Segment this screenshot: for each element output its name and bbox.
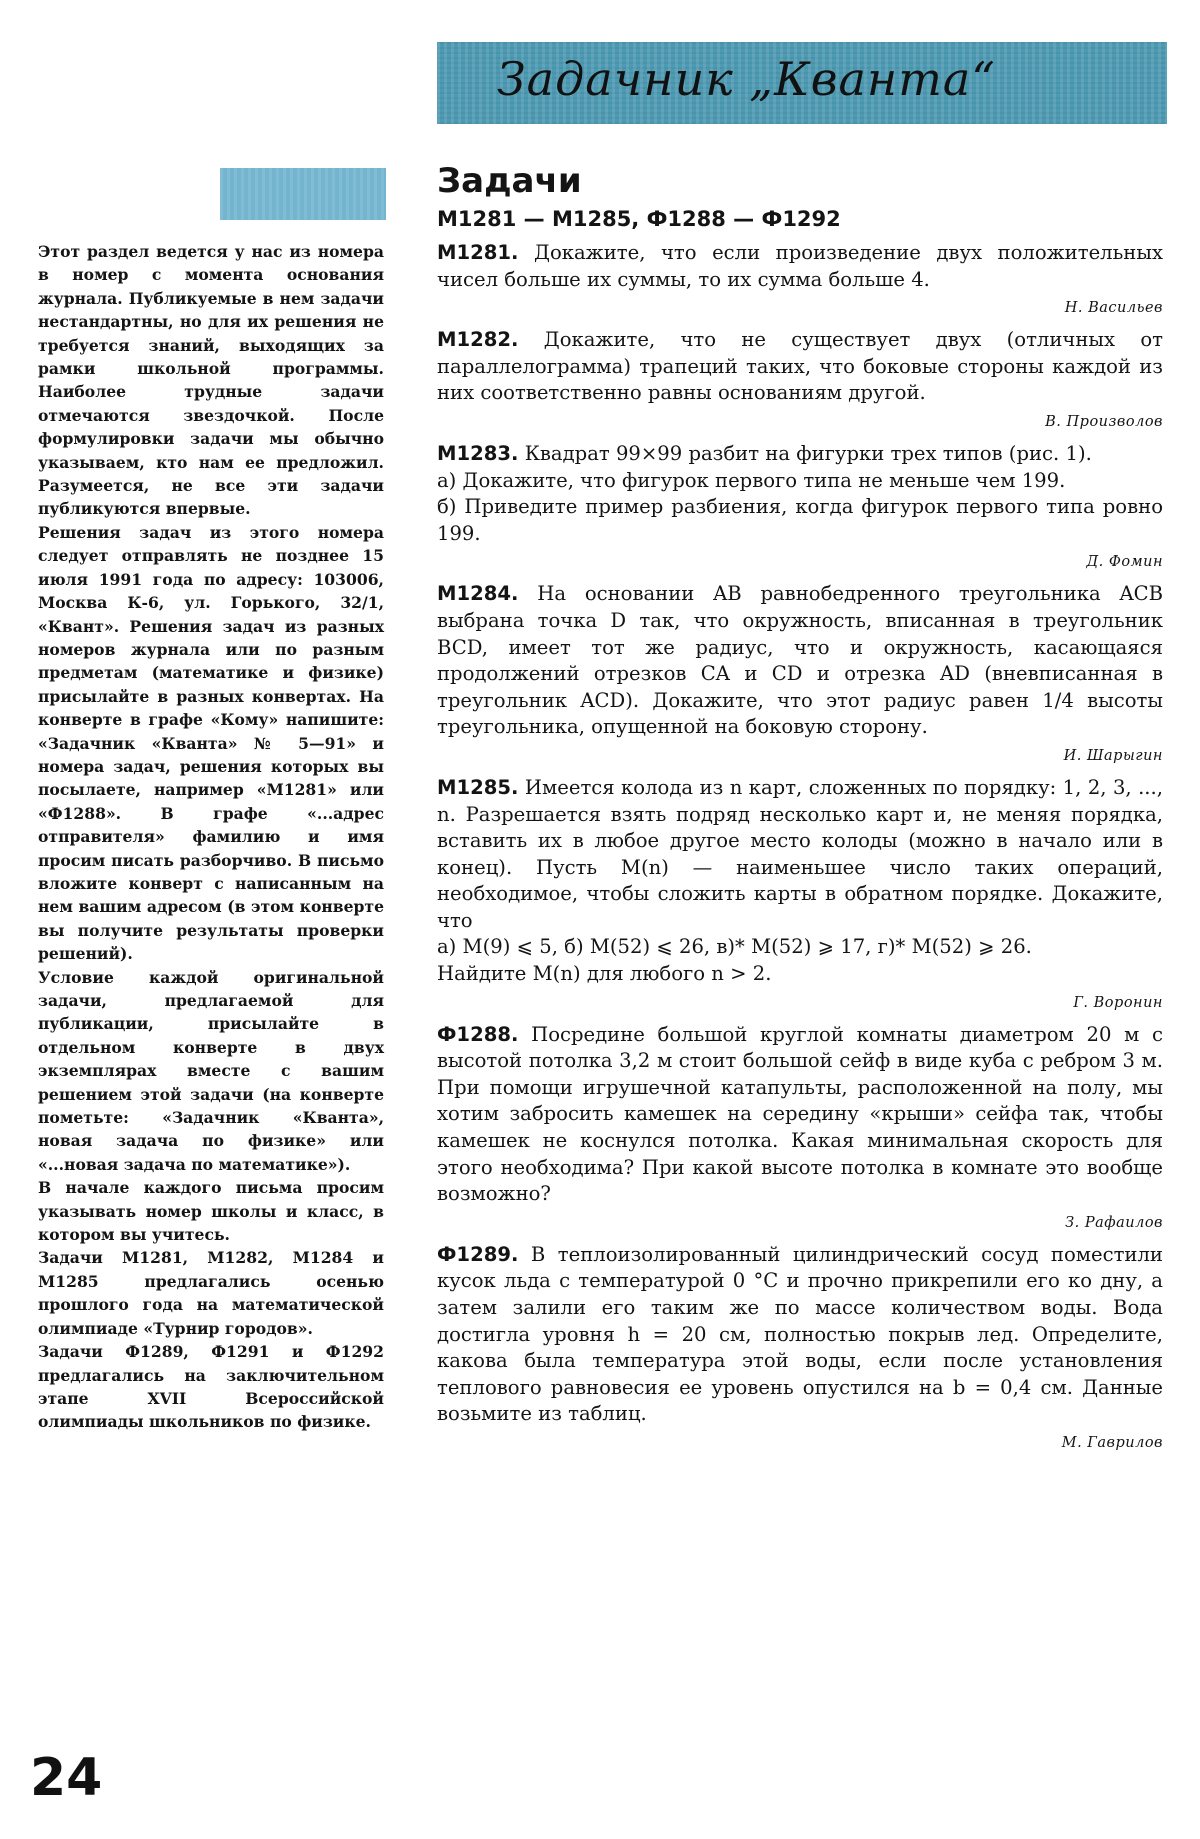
problem-author: И. Шарыгин <box>1063 747 1163 764</box>
sidebar-paragraph: Условие каждой оригинальной задачи, предлагаемой для публикации, присылайте в отдельном конверте в двух экземплярах вместе с вашим решением этой задачи (на конверте пометьте: «Задачник «Кванта», новая задача по физике» или «...новая задача по математике»). <box>38 967 384 1174</box>
problem-m1282 <box>437 327 1163 433</box>
problem-text: Имеется колода из n карт, сложенных по порядку: 1, 2, 3, ..., n. Разрешается взять подряд несколько карт и, не меняя порядка, вставить их в любое другое место колоды (можно в начало или в конец). Пусть M(n) — наименьшее число таких операций, необходимое, чтобы сложить карты в обратном порядке. Докажите, что <box>437 775 1163 932</box>
problem-part: Найдите M(n) для любого n > 2. <box>437 962 772 986</box>
page-number: 24 <box>30 1748 103 1808</box>
sidebar-color-block <box>220 168 386 220</box>
problems-section <box>437 160 1163 1462</box>
problem-m1283 <box>437 441 1163 573</box>
problem-m1285 <box>437 775 1163 1014</box>
problem-id: Ф1288. <box>437 1022 519 1046</box>
sidebar-paragraph: Задачи Ф1289, Ф1291 и Ф1292 предлагались на заключительном этапе XVII Всероссийской олимпиады школьников по физике. <box>38 1342 384 1432</box>
problem-f1288 <box>437 1022 1163 1234</box>
page-title: Задачи <box>437 161 582 201</box>
problem-f1289 <box>437 1242 1163 1454</box>
problem-author: М. Гаврилов <box>1061 1434 1163 1451</box>
problem-id: М1282. <box>437 328 519 352</box>
problem-id: М1285. <box>437 775 519 799</box>
banner-title: Задачник „Кванта“ <box>497 52 996 106</box>
problem-m1281 <box>437 240 1163 319</box>
sidebar-paragraph: В начале каждого письма просим указывать номер школы и класс, в котором вы учитесь. <box>38 1178 384 1245</box>
problem-id: М1281. <box>437 241 519 264</box>
problem-text: Квадрат 99×99 разбит на фигурки трех типов (рис. 1). <box>518 441 1092 465</box>
problem-author: З. Рафаилов <box>1065 1214 1163 1231</box>
section-banner <box>437 42 1167 124</box>
problem-text: В теплоизолированный цилиндрический сосуд поместили кусок льда с температурой 0 °С и прочно прикрепили его ко дну, а затем залили его таким же по массе количеством воды. Вода достигла уровня h = 20 см, полностью покрыв лед. Определите, какова была температура этой воды, если после установления теплового равновесия ее уровень опустился на b = 0,4 см. Данные возьмите из таблиц. <box>437 1242 1163 1426</box>
problem-part: а) Докажите, что фигурок первого типа не меньше чем 199. <box>437 468 1066 492</box>
sidebar-paragraph: Этот раздел ведется у нас из номера в номер с момента основания журнала. Публикуемые в нем задачи нестандартны, но для их решения не требуется знаний, выходящих за рамки школьной программы. Наиболее трудные задачи отмечаются звездочкой. После формулировки задачи мы обычно указываем, кто нам ее предложил. Разумеется, не все эти задачи публикуются впервые. <box>38 242 384 519</box>
problem-part: а) M(9) ⩽ 5, б) M(52) ⩽ 26, в)* M(52) ⩾ 17, г)* M(52) ⩾ 26. <box>437 935 1032 959</box>
problem-text: Докажите, что если произведение двух положительных чисел больше их суммы, то их сумма больше 4. <box>437 241 1163 291</box>
problem-m1284 <box>437 581 1163 767</box>
sidebar-info <box>38 240 384 1434</box>
problem-range: М1281 — М1285, Ф1288 — Ф1292 <box>437 207 841 231</box>
problem-author: Д. Фомин <box>1086 554 1163 571</box>
sidebar-paragraph: Решения задач из этого номера следует отправлять не позднее 15 июля 1991 года по адресу: 103006, Москва К-6, ул. Горького, 32/1, «Квант». Решения задач из разных номеров журнала или по разным предметам (математике и физике) присылайте в разных конвертах. На конверте в графе «Кому» напишите: «Задачник «Кванта» № 5—91» и номера задач, решения которых вы посылаете, например «М1281» или «Ф1288». В графе «...адрес отправителя» фамилию и имя просим писать разборчиво. В письмо вложите конверт с написанным на нем вашим адресом (в этом конверте вы получите результаты проверки решений). <box>38 522 384 964</box>
problem-author: Н. Васильев <box>1064 300 1163 317</box>
problem-part: б) Приведите пример разбиения, когда фигурок первого типа ровно 199. <box>437 495 1163 545</box>
problem-author: В. Произволов <box>1045 413 1163 430</box>
problem-text: Посредине большой круглой комнаты диаметром 20 м с высотой потолка 3,2 м стоит большой сейф в виде куба с ребром 3 м. При помощи игрушечной катапульты, расположенной на полу, мы хотим забросить камешек на середину «крыши» сейфа так, чтобы камешек не коснулся потолка. Какая минимальная скорость для этого необходима? При какой высоте потолка в комнате это вообще возможно? <box>437 1022 1163 1206</box>
sidebar-paragraph: Задачи М1281, М1282, М1284 и М1285 предлагались осенью прошлого года на математической олимпиаде «Турнир городов». <box>38 1248 384 1338</box>
problem-text: Докажите, что не существует двух (отличных от параллелограмма) трапеций таких, что боковые стороны каждой из них соответственно равны основаниям другой. <box>437 328 1163 405</box>
problem-id: Ф1289. <box>437 1242 519 1266</box>
problem-id: М1284. <box>437 582 519 606</box>
problem-id: М1283. <box>437 441 519 465</box>
problem-author: Г. Воронин <box>1073 994 1163 1011</box>
problem-text: На основании AB равнобедренного треугольника ACB выбрана точка D так, что окружность, вписанная в треугольник BCD, имеет тот же радиус, что и окружность, касающаяся продолжений отрезков CA и CD и отрезка AD (вневписанная в треугольник ACD). Докажите, что этот радиус равен 1/4 высоты треугольника, опущенной на боковую сторону. <box>437 582 1163 739</box>
